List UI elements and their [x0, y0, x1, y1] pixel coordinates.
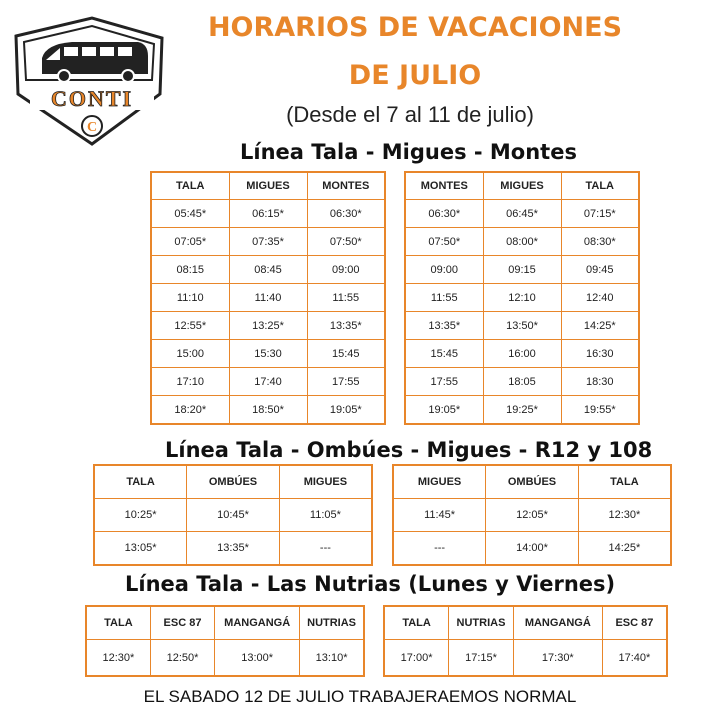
table-row [384, 640, 667, 677]
schedule-table-tala-to-nutrias [85, 605, 365, 677]
time-cell: 16:00 [483, 340, 561, 368]
table-row [151, 396, 385, 425]
column-header: MIGUES [229, 172, 307, 200]
time-cell: 06:30* [307, 200, 385, 228]
schedule-table-tala-to-montes [150, 171, 386, 425]
time-cell: 11:10 [151, 284, 229, 312]
time-cell: 07:50* [307, 228, 385, 256]
date-range-subtitle: (Desde el 7 al 11 de julio) [286, 102, 534, 127]
time-cell: 11:55 [405, 284, 483, 312]
footer-note: EL SABADO 12 DE JULIO TRABAJERAEMOS NORMAL [143, 687, 577, 706]
column-header: MIGUES [393, 465, 486, 499]
table-row [393, 499, 671, 532]
table-header-row [393, 465, 671, 499]
table-row [405, 312, 639, 340]
conti-logo [12, 16, 172, 146]
column-header: OMBÚES [187, 465, 280, 499]
time-cell: 11:45* [393, 499, 486, 532]
column-header: TALA [86, 606, 150, 640]
table-row [151, 228, 385, 256]
page-title-line-1: HORARIOS DE VACACIONES [207, 12, 623, 43]
time-cell: 13:00* [215, 640, 300, 677]
table-row [405, 340, 639, 368]
time-cell: 09:15 [483, 256, 561, 284]
time-cell: 07:15* [561, 200, 639, 228]
table-row [405, 256, 639, 284]
time-cell: 17:30* [513, 640, 602, 677]
time-cell: 15:30 [229, 340, 307, 368]
time-cell: 06:15* [229, 200, 307, 228]
time-cell: 19:55* [561, 396, 639, 425]
schedule-table-montes-to-tala [404, 171, 640, 425]
column-header: MONTES [307, 172, 385, 200]
time-cell: 14:25* [561, 312, 639, 340]
table-row [94, 532, 372, 566]
table-header-row [86, 606, 364, 640]
column-header: ESC 87 [602, 606, 667, 640]
time-cell: --- [393, 532, 486, 566]
column-header: TALA [151, 172, 229, 200]
time-cell: 13:10* [300, 640, 364, 677]
table-header-row [151, 172, 385, 200]
time-cell: 19:05* [405, 396, 483, 425]
table-row [405, 228, 639, 256]
table-row [393, 532, 671, 566]
time-cell: 17:40 [229, 368, 307, 396]
time-cell: 12:30* [86, 640, 150, 677]
time-cell: 17:40* [602, 640, 667, 677]
time-cell: 18:05 [483, 368, 561, 396]
time-cell: 05:45* [151, 200, 229, 228]
schedule-table-tala-to-migues [93, 464, 373, 566]
time-cell: 15:45 [405, 340, 483, 368]
time-cell: 09:00 [405, 256, 483, 284]
time-cell: 06:30* [405, 200, 483, 228]
table-row [151, 256, 385, 284]
table-row [151, 368, 385, 396]
time-cell: 18:20* [151, 396, 229, 425]
time-cell: 17:55 [307, 368, 385, 396]
table-header-row [384, 606, 667, 640]
logo-letter: C [86, 120, 98, 135]
table-row [151, 312, 385, 340]
time-cell: 12:05* [486, 499, 579, 532]
column-header: MANGANGÁ [215, 606, 300, 640]
time-cell: 16:30 [561, 340, 639, 368]
page-title-line-2: DE JULIO [348, 60, 482, 91]
time-cell: 06:45* [483, 200, 561, 228]
time-cell: 11:55 [307, 284, 385, 312]
column-header: TALA [384, 606, 449, 640]
time-cell: 10:45* [187, 499, 280, 532]
table-row [405, 368, 639, 396]
time-cell: 17:15* [449, 640, 514, 677]
time-cell: 10:25* [94, 499, 187, 532]
time-cell: 14:25* [578, 532, 671, 566]
time-cell: 18:50* [229, 396, 307, 425]
time-cell: 18:30 [561, 368, 639, 396]
time-cell: --- [279, 532, 372, 566]
time-cell: 07:05* [151, 228, 229, 256]
time-cell: 12:55* [151, 312, 229, 340]
time-cell: 13:35* [405, 312, 483, 340]
time-cell: 07:35* [229, 228, 307, 256]
table-row [405, 396, 639, 425]
time-cell: 13:35* [187, 532, 280, 566]
logo-wordmark: CONTI [50, 86, 134, 111]
table-row [151, 340, 385, 368]
table-header-row [94, 465, 372, 499]
column-header: MIGUES [483, 172, 561, 200]
column-header: ESC 87 [150, 606, 214, 640]
column-header: MONTES [405, 172, 483, 200]
section-title-tala-ombues-migues: Línea Tala - Ombúes - Migues - R12 y 108 [165, 438, 653, 462]
time-cell: 08:45 [229, 256, 307, 284]
time-cell: 15:00 [151, 340, 229, 368]
time-cell: 19:25* [483, 396, 561, 425]
time-cell: 11:40 [229, 284, 307, 312]
time-cell: 09:00 [307, 256, 385, 284]
table-row [405, 200, 639, 228]
table-row [94, 499, 372, 532]
time-cell: 17:55 [405, 368, 483, 396]
time-cell: 08:00* [483, 228, 561, 256]
time-cell: 11:05* [279, 499, 372, 532]
time-cell: 13:35* [307, 312, 385, 340]
column-header: TALA [94, 465, 187, 499]
column-header: NUTRIAS [300, 606, 364, 640]
column-header: MIGUES [279, 465, 372, 499]
time-cell: 17:00* [384, 640, 449, 677]
column-header: NUTRIAS [449, 606, 514, 640]
time-cell: 12:50* [150, 640, 214, 677]
time-cell: 07:50* [405, 228, 483, 256]
table-row [151, 200, 385, 228]
schedule-table-migues-to-tala [392, 464, 672, 566]
time-cell: 08:30* [561, 228, 639, 256]
column-header: TALA [561, 172, 639, 200]
column-header: OMBÚES [486, 465, 579, 499]
table-row [405, 284, 639, 312]
table-header-row [405, 172, 639, 200]
schedule-table-nutrias-to-tala [383, 605, 668, 677]
time-cell: 13:05* [94, 532, 187, 566]
time-cell: 17:10 [151, 368, 229, 396]
time-cell: 12:10 [483, 284, 561, 312]
table-row [151, 284, 385, 312]
column-header: TALA [578, 465, 671, 499]
time-cell: 12:40 [561, 284, 639, 312]
time-cell: 12:30* [578, 499, 671, 532]
time-cell: 13:50* [483, 312, 561, 340]
section-title-tala-las-nutrias: Línea Tala - Las Nutrias (Lunes y Viernes) [125, 572, 616, 596]
section-title-tala-migues-montes: Línea Tala - Migues - Montes [240, 140, 577, 164]
time-cell: 13:25* [229, 312, 307, 340]
time-cell: 08:15 [151, 256, 229, 284]
time-cell: 19:05* [307, 396, 385, 425]
time-cell: 09:45 [561, 256, 639, 284]
column-header: MANGANGÁ [513, 606, 602, 640]
time-cell: 14:00* [486, 532, 579, 566]
table-row [86, 640, 364, 677]
time-cell: 15:45 [307, 340, 385, 368]
